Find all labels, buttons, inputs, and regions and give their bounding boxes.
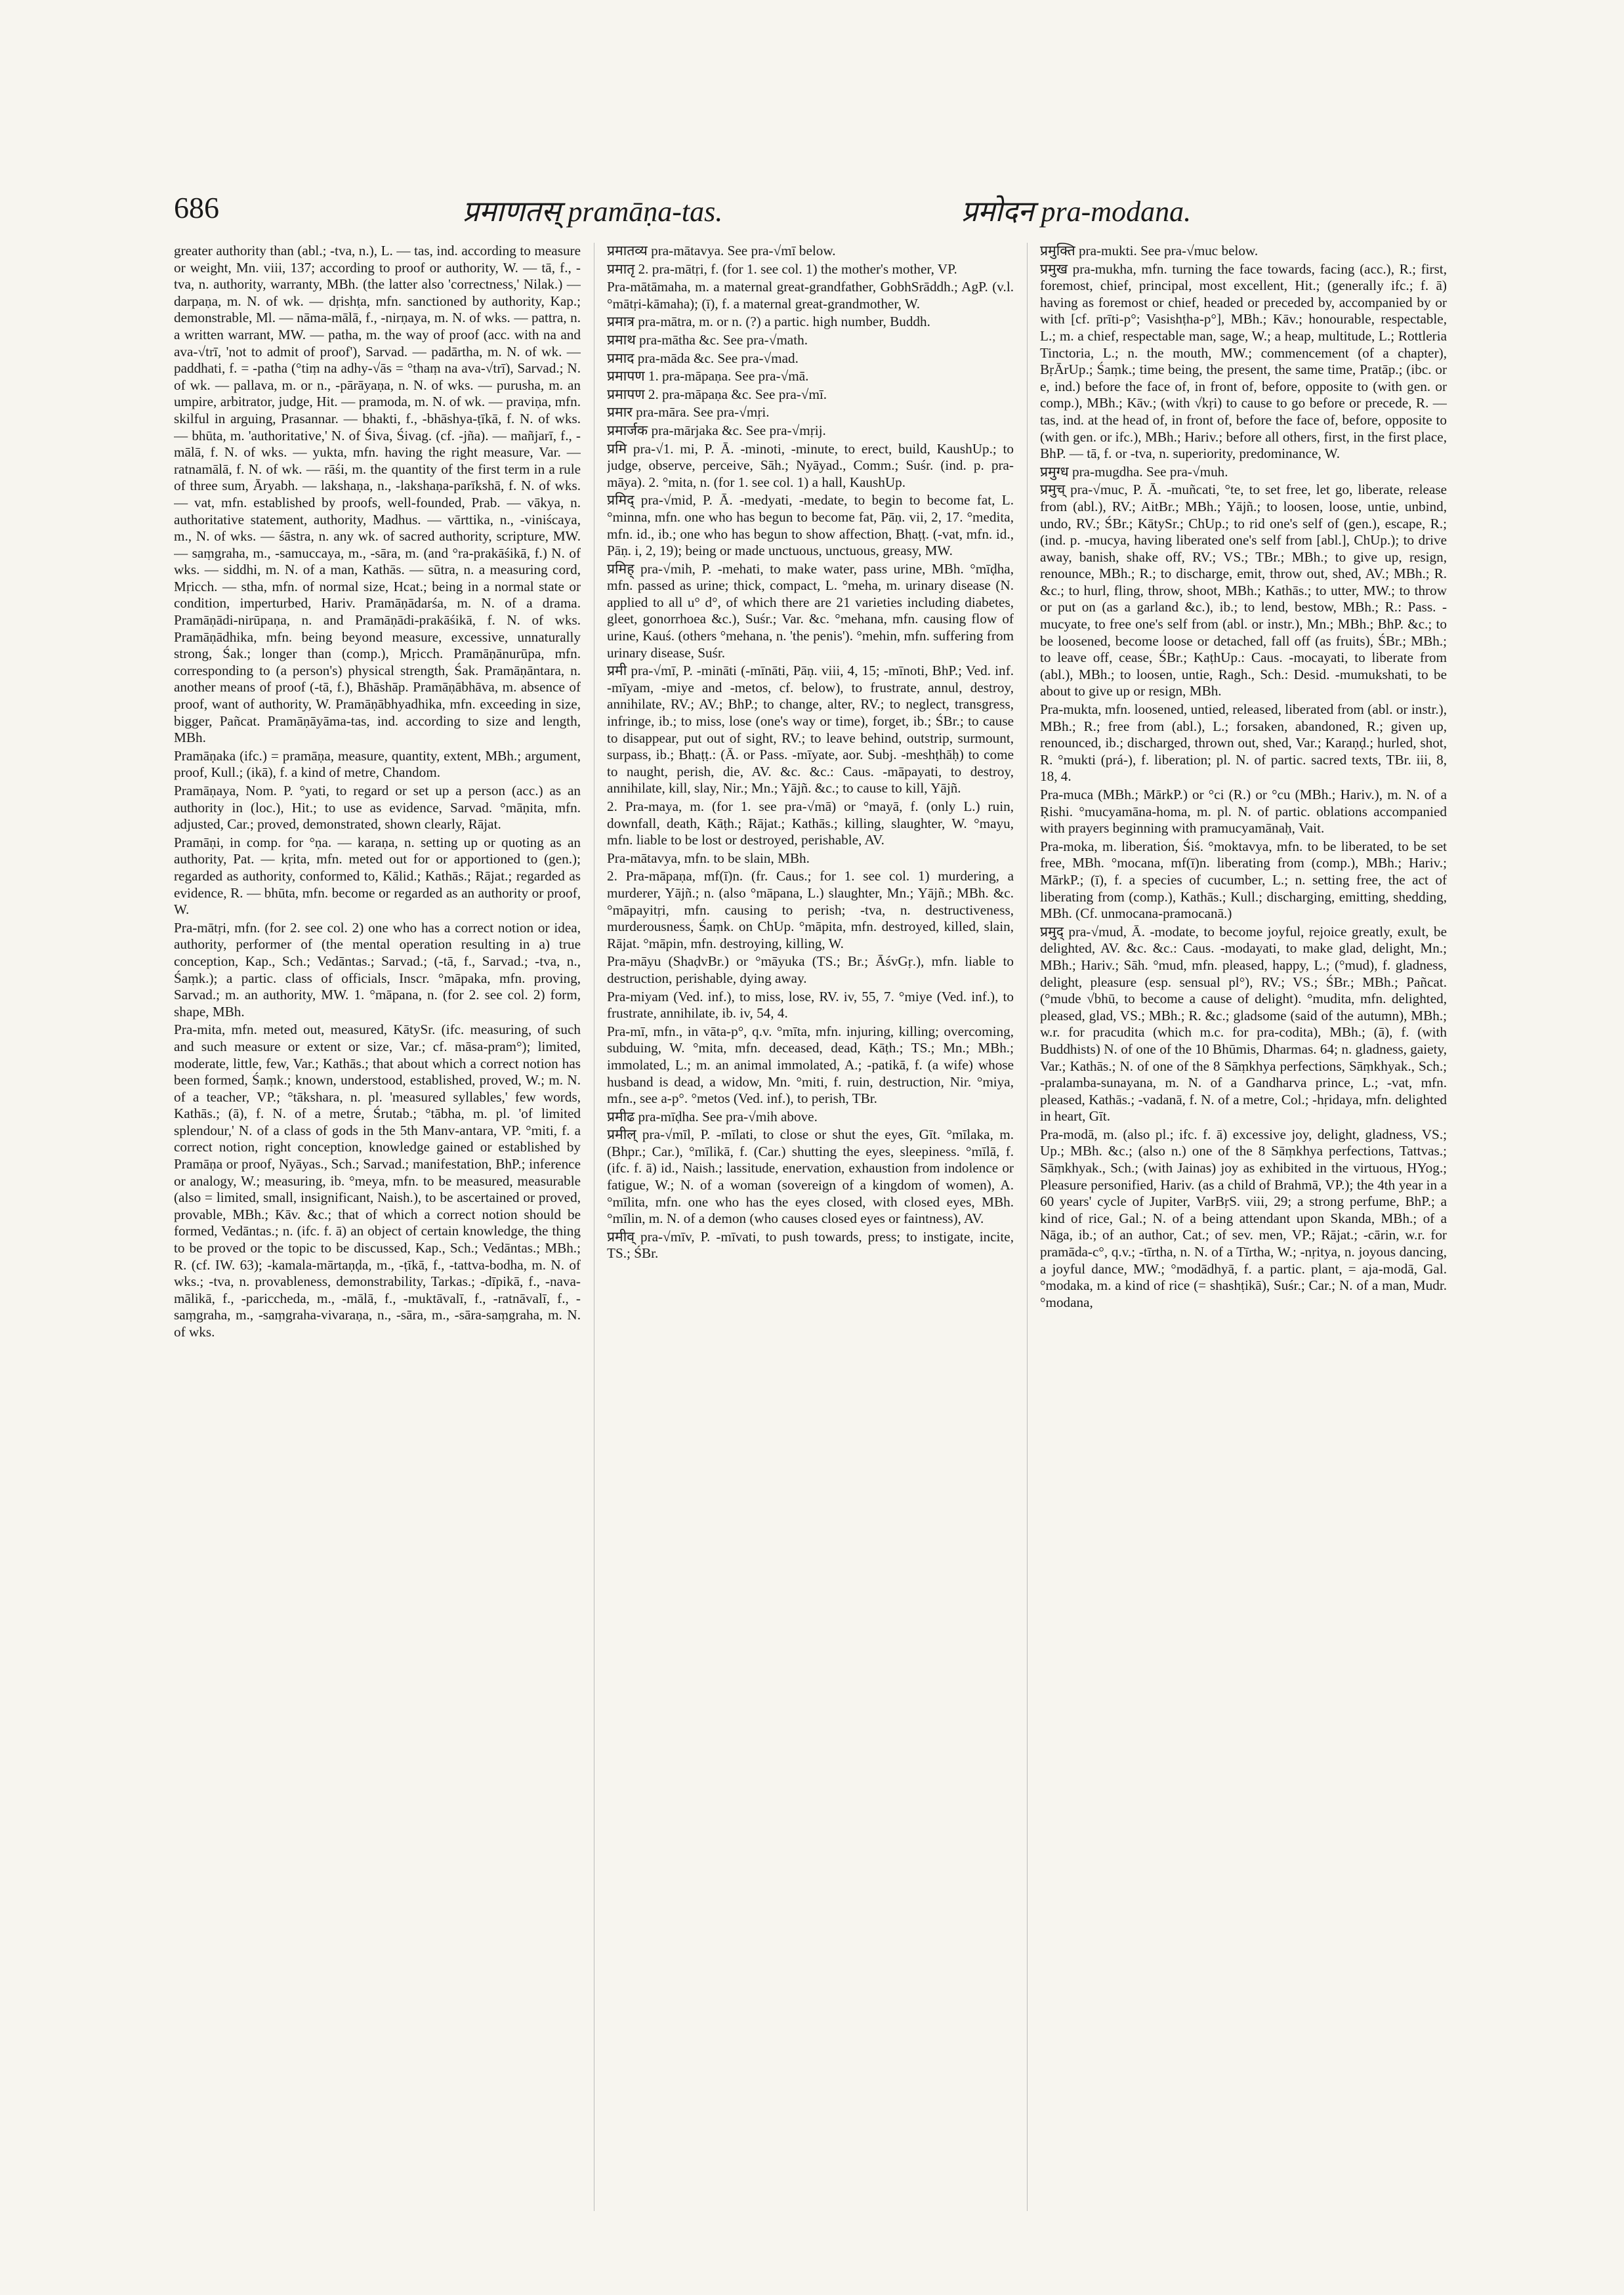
column-1 <box>174 243 581 2218</box>
column-3 <box>1040 243 1447 2218</box>
dictionary-entry: प्रमील् pra-√mīl, P. -mīlati, to close or shut the eyes, Gīt. °mīlaka, m. (Bhpr.; Car.), °mīlikā, f. (Car.) shutting the eyes, sleepiness. °mīlā, f. (ifc. f. ā) id., Naish.; lassitude, enervation, exhaustion from indolence or fatigue, W.; N. of a woman (sovereign of a kingdom of women), A. °mīlita, mfn. one who has the eyes closed, with closed eyes, MBh. °mīlin, m. N. of a demon (who causes closed eyes or faintness), AV. <box>607 1127 1014 1227</box>
dictionary-entry: Pra-miyam (Ved. inf.), to miss, lose, RV. iv, 55, 7. °miye (Ved. inf.), to frustrate, annihilate, ib. iv, 54, 4. <box>607 988 1014 1022</box>
dictionary-entry: प्रमुख pra-mukha, mfn. turning the face towards, facing (acc.), R.; first, foremost, chief, principal, most excellent, Hit.; (generally ifc.; f. ā) having as foremost or chief, headed or preceded by, accompanied by or with [cf. prīti-p°; Vasishṭha-p°], MBh.; Kāv.; honourable, respectable, L.; m. a chief, respectable man, sage, W.; a heap, multitude, L.; Rottleria Tinctoria, L.; n. the mouth, MW.; commencement (of a chapter), BṛĀrUp.; Śaṃk.; time being, the present, the same time, Pratāp.; (ibc. or e, ind.) before the face of, in front of, before, opposite to (with gen. or comp.), MBh.; Kāv.; (with √kṛi) to cause to go before or precede, R. — tas, ind. at the head of, in front of, before the face of, before, opposite to (with gen. or ifc.), MBh.; Hariv.; before all others, first, in the first place, BhP. — tā, f. or -tva, n. superiority, predominance, W. <box>1040 260 1447 462</box>
dictionary-entry: प्रमाथ pra-mātha &c. See pra-√math. <box>607 331 808 348</box>
dictionary-entry: प्रमुक्ति pra-mukti. See pra-√muc below. <box>1040 243 1259 258</box>
dictionary-entry: प्रमापण 1. pra-māpaṇa. See pra-√mā. <box>607 368 809 384</box>
dictionary-entry: प्रमापण 2. pra-māpaṇa &c. See pra-√mī. <box>607 386 827 402</box>
dictionary-entry: Pra-modā, m. (also pl.; ifc. f. ā) excessive joy, delight, gladness, VS.; Up.; MBh. &c.; (also n.) one of the 8 Sāṃkhya perfections, Tattvas.; Sāṃkhyak., Sch.; (with Jainas) joy as exhibited in the virtuous, HYog.; Pleasure personified, Hariv. (as a child of Brahmā, VP.); the 4th year in a 60 years' cycle of Jupiter, VarBṛS. viii, 29; a strong perfume, BhP.; a kind of rice, Gal.; N. of a being attendant upon Skanda, MBh.; of a Nāga, ib.; of an author, Cat.; of sev. men, VP.; Rājat.; -cārin, w.r. for pramāda-c°, q.v.; -tīrtha, n. N. of a Tīrtha, W.; -nṛitya, n. joyous dancing, a joyful dance, MW.; °modādhyā, f. a partic. plant, = aja-modā, Gal. °modaka, m. a kind of rice (= shashṭikā), Suśr.; Car.; N. of a man, Mudr. °modana, <box>1040 1126 1447 1310</box>
columns <box>174 243 1460 2224</box>
dictionary-entry: प्रमीढ pra-mīḍha. See pra-√mih above. <box>607 1108 818 1125</box>
dictionary-entry: Pramāṇi, in comp. for °ṇa. — karaṇa, n. setting up or quoting as an authority, Pat. — kṛita, mfn. meted out for or apportioned to (gen.); regarded as authority, conformed to, Kālid.; Kathās.; Rājat.; regarded as evidence, R. — bhūta, mfn. become or regarded as an authority or proof, W. <box>174 834 581 918</box>
dictionary-entry: प्रमात्र pra-mātra, m. or n. (?) a partic. high number, Buddh. <box>607 314 930 330</box>
column-2 <box>607 243 1014 2218</box>
dictionary-entry: प्रमिह् pra-√mih, P. -mehati, to make water, pass urine, MBh. °mīḍha, mfn. passed as urine; thick, compact, L. °meha, m. urinary disease (N. applied to all u° d°, of which there are 21 varieties including diabetes, gleet, gonorrhoea &c.), Suśr.; Var. &c. °mehana, mfn. causing flow of urine, Kauś. (others °mehana, n. 'the penis'). °mehin, mfn. suffering from urinary disease, Suśr. <box>607 560 1014 661</box>
dictionary-entry: Pra-mātavya, mfn. to be slain, MBh. <box>607 850 810 866</box>
dictionary-entry: Pramāṇaya, Nom. P. °yati, to regard or set up a person (acc.) as an authority in (loc.), Hit.; to use as evidence, Sarvad. °māṇita, mfn. adjusted, Car.; proved, demonstrated, shown clearly, Rājat. <box>174 783 581 833</box>
dictionary-entry: प्रमार pra-māra. See pra-√mṛi. <box>607 404 770 421</box>
dictionary-entry: 2. Pra-māpaṇa, mf(ī)n. (fr. Caus.; for 1. see col. 1) murdering, a murderer, Yājñ.; n. (also °māpana, L.) slaughter, Mn.; Yājñ.; MBh. &c. °māpayitṛi, mfn. causing to perish; -tva, n. destructiveness, murderousness, Śaṃk. on ChUp. °māpita, mfn. destroyed, killed, slain, Rājat. °māpin, mfn. destroying, killing, W. <box>607 868 1014 951</box>
left-running-headword: प्रमाणतस् pramāṇa-tas. <box>463 196 723 228</box>
column-divider <box>1027 243 1028 2211</box>
dictionary-entry: प्रमातृ 2. pra-mātṛi, f. (for 1. see col. 1) the mother's mother, VP. <box>607 260 957 277</box>
dictionary-entry: Pra-mukta, mfn. loosened, untied, released, liberated from (abl. or instr.), MBh.; R.; free from (abl.), L.; forsaken, abandoned, R.; given up, renounced, ib.; discharged, thrown out, shed, Var.; Karaṇḍ.; hurled, shot, R. °mukti (prá-), f. liberation; pl. N. of partic. sacred texts, TBr. iii, 8, 18, 4. <box>1040 701 1447 785</box>
dictionary-entry: Pra-moka, m. liberation, Śiś. °moktavya, mfn. to be liberated, to be set free, MBh. °mocana, mf(ī)n. liberating from (comp.), MBh.; Hariv.; MārkP.; (ī), f. a species of cucumber, L.; n. setting free, the act of liberating from (comp.), Kathās.; Kull.; discharging, emitting, shedding, MBh. (Cf. unmocana-pramocanā.) <box>1040 838 1447 922</box>
dictionary-entry: Pra-mī, mfn., in vāta-p°, q.v. °mīta, mfn. injuring, killing; overcoming, subduing, W. °mita, mfn. deceased, dead, Kāṭh.; TS.; Mn.; MBh.; immolated, L.; m. an animal immolated, A.; -patikā, f. (a wife) whose husband is dead, a widow, Mn. °miti, f. ruin, destruction, Nir. °miya, mfn., see a-p°. °metos (Ved. inf.), to perish, TBr. <box>607 1023 1014 1107</box>
dictionary-entry: प्रमुद् pra-√mud, Ā. -modate, to become joyful, rejoice greatly, exult, be delighted, AV. &c. &c.: Caus. -modayati, to make glad, delight, Mn.; MBh.; Hariv.; Sāh. °mud, mfn. pleased, happy, L.; (°mud), f. gladness, delight, pleasure (esp. sensual pl°), RV.; VS.; ŚBr.; MBh.; Pañcat. (°mude √bhū, to become a cause of delight). °mudita, mfn. delighted, pleased, glad, VS.; MBh.; R. &c.; gladsome (said of the autumn), MBh.; w.r. for pracudita (which m.c. for pra-codita), MBh.; (ā), f. (with Buddhists) N. of one of the 10 Bhūmis, Dharmas. 64; n. gladness, gaiety, Var.; Kathās.; N. of one of the 8 Sāṃkhya perfections, Sāṃkhyak., Sch.; -pralamba-sunayana, m. N. of a Gandharva prince, L.; -vat, mfn. pleased, Kathās.; -vadanā, f. N. of a metre, Col.; -hṛidaya, mfn. delighted in heart, Gīt. <box>1040 923 1447 1125</box>
dictionary-entry: Pramāṇaka (ifc.) = pramāṇa, measure, quantity, extent, MBh.; argument, proof, Kull.; (ikā), f. a kind of metre, Chandom. <box>174 747 581 781</box>
dictionary-entry: प्रमातव्य pra-mātavya. See pra-√mī below. <box>607 243 836 258</box>
dictionary-entry: प्रमुच् pra-√muc, P. Ā. -muñcati, °te, to set free, let go, liberate, release from (abl.), RV.; AitBr.; MBh.; Yājñ.; to loosen, loose, untie, unbind, undo, RV.; ŚBr.; KātySr.; ChUp.; to rid one's self of (gen.), escape, R.; (ind. p. -mucya, having liberated one's self from [abl.], ChUp.); to drive away, banish, shake off, RV.; VS.; TBr.; MBh.; to give up, resign, renounce, MBh.; R.; to discharge, emit, throw out, shed, AV.; MBh.; R. &c.; to hurl, fling, throw, shoot, MBh.; Kathās.; to utter, MW.; to throw or put on (as a garland &c.), ib.; to lend, bestow, MBh.; R.: Pass. -mucyate, to free one's self from (abl. or instr.), Mn.; MBh.; BhP. &c.; to be loosened, become loose or detached, fall off (as fruits), ŚBr.; MBh.; to leave off, cease, ŚBr.; KaṭhUp.: Caus. -mocayati, to liberate from (abl.), MBh.; to loosen, untie, Ragh., Sch.: Desid. -mumukshati, to be about to give up or resign, MBh. <box>1040 482 1447 699</box>
dictionary-entry: Pra-muca (MBh.; MārkP.) or °ci (R.) or °cu (MBh.; Hariv.), m. N. of a Ṛishi. °mucyamāna-homa, m. pl. N. of partic. oblations accompanied with prayers beginning with pramucyamānaḥ, Vait. <box>1040 787 1447 837</box>
dictionary-entry: Pra-mātṛi, mfn. (for 2. see col. 2) one who has a correct notion or idea, authority, performer of (the mental operation resulting in a) true conception, Kap., Sch.; Vedāntas.; Sarvad.; (-tā, f., Sarvad.; -tva, n., Śaṃk.); a partic. class of officials, Inscr. °māpaka, mfn. proving, Sarvad.; m. an authority, MW. 1. °māpana, n. (for 2. see col. 2) form, shape, MBh. <box>174 919 581 1020</box>
dictionary-entry: Pra-mātāmaha, m. a maternal great-grandfather, GobhSrāddh.; AgP. (v.l. °mātṛi-kāmaha); (ī), f. a maternal great-grandmother, W. <box>607 279 1014 312</box>
dictionary-entry: greater authority than (abl.; -tva, n.), L. — tas, ind. according to measure or weight, Mn. viii, 137; according to proof or authority, W. — tā, f., -tva, n. authority, warranty, MBh. (the latter also 'correctness,' Nilak.) — darpaṇa, m. N. of wk. — dṛishṭa, mfn. sanctioned by authority, Kap.; demonstrable, Ml. — nāma-mālā, f., -nirṇaya, m. N. of wks. — pattra, n. a written warrant, MW. — patha, m. the way of proof (acc. with na and ava-√trī, 'not to admit of proof'), Sarvad. — padārtha, m. N. of wk. — paddhati, f. = -patha (°tiṃ na adhy-√ās = °thaṃ na ava-√trī), Sarvad.; N. of wk. — pallava, m. or n., -pārāyaṇa, n. N. of wks. — purusha, m. an umpire, arbitrator, judge, Hit. — pramoda, m. N. of wk. — praviṇa, mfn. skilful in arguing, Prasannar. — bhakti, f., -bhāshya-ṭīkā, f. N. of wks. — bhūta, m. 'authoritative,' N. of Śiva, Śivag. (cf. -jña). — mañjarī, f., -mālā, f. N. of wks. — yukta, mfn. having the right measure, Var. — ratnamālā, f. N. of wk. — rāśi, m. the quantity of the first term in a rule of three sum, Āryabh. — lakshaṇa, n., -lakshaṇa-parīkshā, f. N. of wks. — vat, mfn. established by proofs, well-founded, Prab. — vākya, n. authoritative statement, authority, Madhus. — vārttika, n., -viniścaya, m., N. of wks. — śāstra, n. any wk. of sacred authority, scripture, MW. — saṃgraha, m., -samuccaya, m., -sāra, m. (and °ra-prakāśikā, f.) N. of wks. — siddhi, m. N. of a man, Kathās. — sūtra, n. a measuring cord, Mṛicch. — stha, mfn. of normal size, Hcat.; being in a normal state or condition, imperturbed, Hariv. Pramāṇādarśa, m. N. of a drama. Pramāṇādi-nirūpaṇa, n. and Pramāṇādi-prakāśikā, f. N. of wks. Pramāṇādhika, mfn. being beyond measure, excessive, unnaturally strong, Śak.; longer than (comp.), Mṛicch. Pramāṇānurūpa, mfn. corresponding to (a person's) physical strength, Śak. Pramāṇāntara, n. another means of proof (-tā, f.), Bhāshāp. Pramāṇābhāva, m. absence of proof, want of authority, W. Pramāṇābhyadhika, mfn. exceeding in size, bigger, Pañcat. Pramāṇāyāma-tas, ind. according to size and length, MBh. <box>174 243 581 746</box>
dictionary-entry: Pra-mita, mfn. meted out, measured, KātySr. (ifc. measuring, of such and such measure or extent or size, Var.; cf. māsa-pram°); limited, moderate, little, few, Var.; Kathās.; that about which a correct notion has been formed, Śaṃk.; known, understood, established, proved, W.; m. N. of a teacher, VP.; °tākshara, n. pl. 'measured syllables,' few words, Kathās.; (ā), f. N. of a metre, Śrutab.; °tābha, m. pl. 'of limited splendour,' N. of a class of gods in the 5th Manv-antara, VP. °miti, f. a correct notion, right conception, knowledge gained or established by Pramāṇa or proof, Nyāyas., Sch.; Sarvad.; manifestation, BhP.; inference or analogy, W.; measuring, ib. °meya, mfn. to be measured, measurable (also = limited, small, insignificant, Naish.), to be ascertained or proved, provable, MBh.; Kāv. &c.; that of which a correct notion should be formed, Vedāntas.; n. (ifc. f. ā) an object of certain knowledge, the thing to be proved or the topic to be discussed, Kap., Sch.; Vedāntas.; MBh.; R. (cf. IW. 63); -kamala-mārtaṇḍa, m., -ṭīkā, f., -tattva-bodha, m. N. of wks.; -tva, n. provableness, demonstrability, Tarkas.; -dīpikā, f., -nava-mālikā, f., -pariccheda, m., -mālā, f., -muktāvalī, f., -ratnāvalī, f., -saṃgraha, m., -saṃgraha-vivaraṇa, n., -sāra, m., -sāra-saṃgraha, m. N. of wks. <box>174 1022 581 1340</box>
dictionary-entry: प्रमाद pra-māda &c. See pra-√mad. <box>607 350 799 366</box>
dictionary-entry: प्रमी pra-√mī, P. -mināti (-mīnāti, Pāṇ. viii, 4, 15; -mīnoti, BhP.; Ved. inf. -mīyam, -miye and -metos, cf. below), to frustrate, annul, destroy, annihilate, RV.; AV.; BhP.; to change, alter, RV.; to neglect, transgress, infringe, ib.; to miss, lose (one's way or time), forget, ib.; ŚBr.; to cause to disappear, put out of sight, RV.; to leave behind, outstrip, surmount, surpass, ib.; Bhaṭṭ.: (Ā. or Pass. -mīyate, aor. Subj. -meshṭhāḥ) to come to naught, perish, die, AV. &c. &c.: Caus. -māpayati, to destroy, annihilate, kill, slay, Nir.; Mn.; Yājñ. &c.; to cause to kill, Yājñ. <box>607 663 1014 796</box>
dictionary-entry: प्रमीव् pra-√mīv, P. -mīvati, to push towards, press; to instigate, incite, TS.; ŚBr. <box>607 1228 1014 1262</box>
dictionary-entry: Pra-māyu (ShaḍvBr.) or °māyuka (TS.; Br.; ĀśvGṛ.), mfn. liable to destruction, perishable, dying away. <box>607 953 1014 986</box>
dictionary-entry: प्रमार्जक pra-mārjaka &c. See pra-√mṛij. <box>607 422 826 438</box>
dictionary-entry: 2. Pra-maya, m. (for 1. see pra-√mā) or °mayā, f. (only L.) ruin, downfall, death, Kāṭh.; Rājat.; Kathās.; killing, slaughter, W. °mayu, mfn. liable to be lost or destroyed, perishable, AV. <box>607 798 1014 848</box>
page-number: 686 <box>174 191 219 224</box>
dictionary-entry: प्रमि pra-√1. mi, P. Ā. -minoti, -minute, to erect, build, KaushUp.; to judge, observe, perceive, Sāh.; Nyāyad., Comm.; Suśr. (ind. p. pra-māya). 2. °mita, n. (for 1. see col. 1) a hall, KaushUp. <box>607 440 1014 490</box>
right-running-headword: प्रमोदन pra-modana. <box>961 196 1192 228</box>
dictionary-entry: प्रमिद् pra-√mid, P. Ā. -medyati, -medate, to begin to become fat, L. °minna, mfn. one who has begun to become fat, Pāṇ. vii, 2, 17. °medita, mfn. id., ib.; one who has begun to show affection, Bhaṭṭ. (-vat, mfn. id., Pāṇ. i, 2, 19); being or made unctuous, unctuous, greasy, MW. <box>607 492 1014 559</box>
dictionary-entry: प्रमुग्ध pra-mugdha. See pra-√muh. <box>1040 463 1228 480</box>
page-header <box>174 190 1460 236</box>
